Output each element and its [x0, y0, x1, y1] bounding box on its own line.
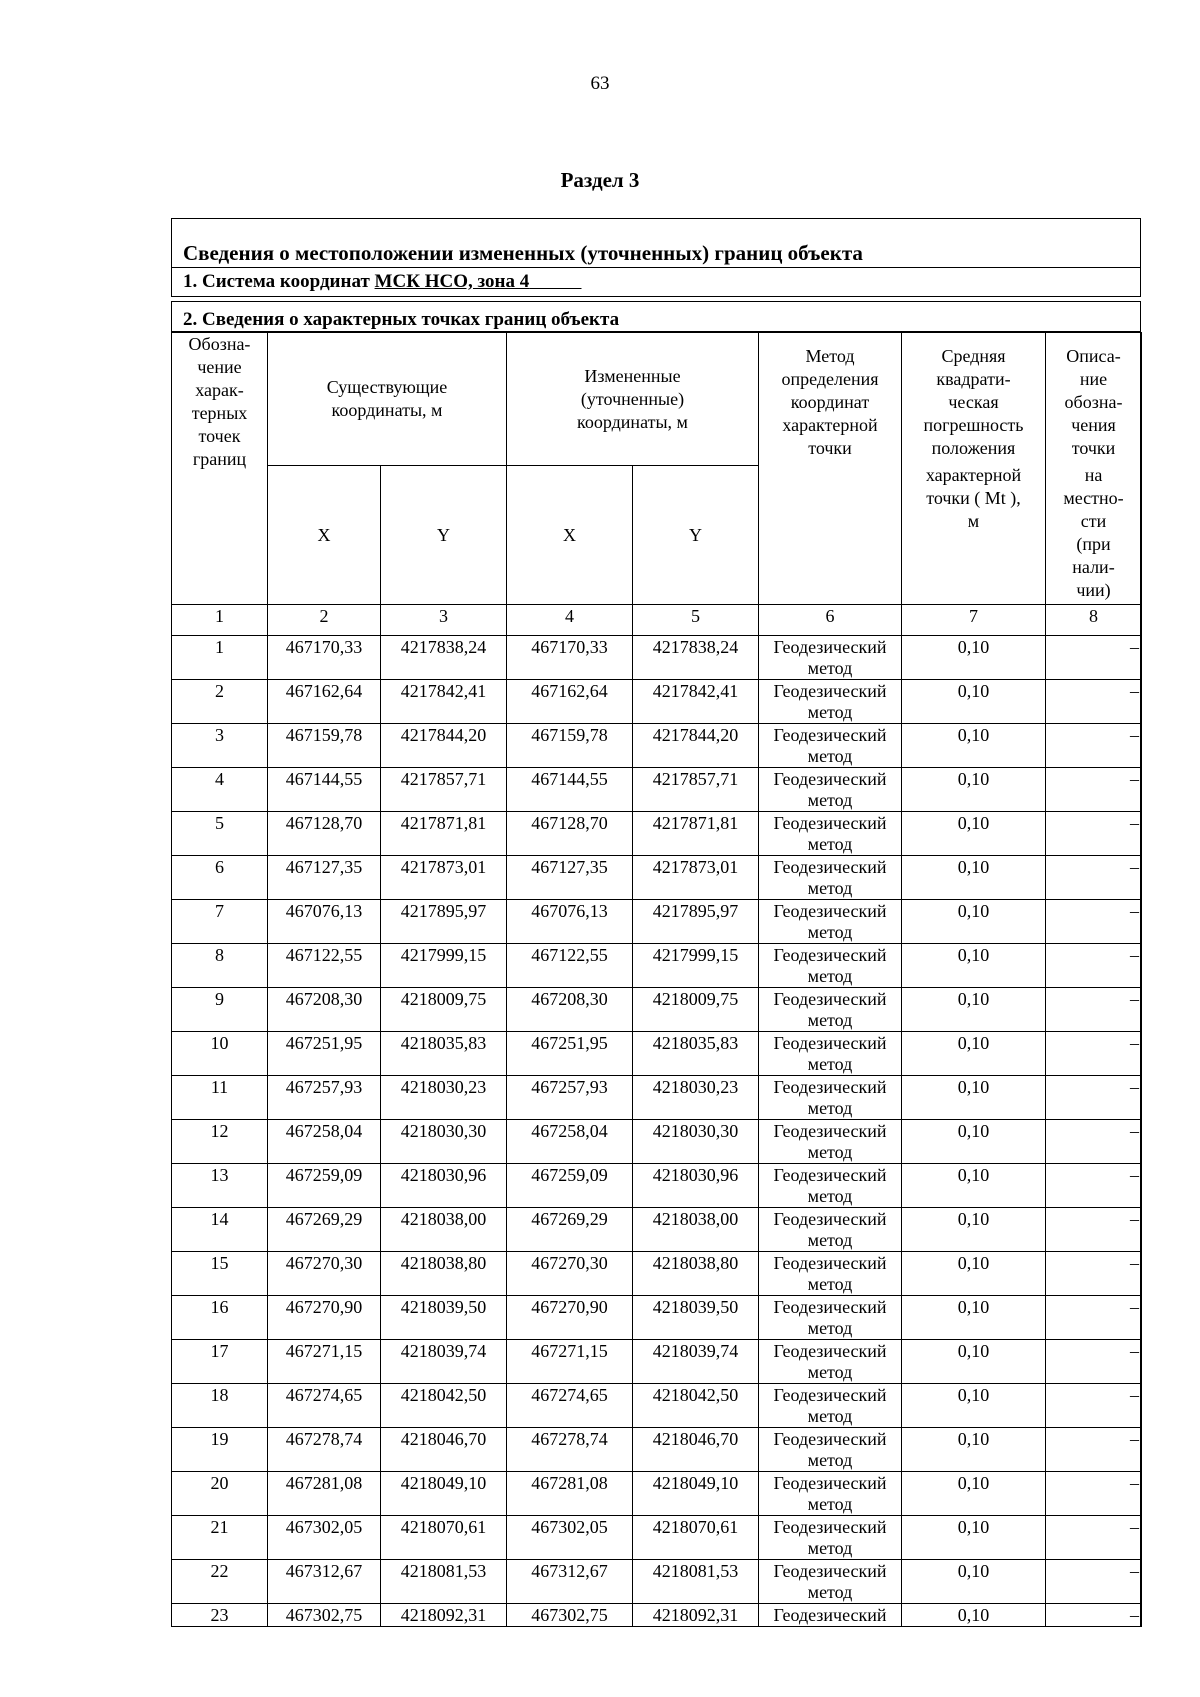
- table-row: [172, 1472, 1142, 1516]
- points-table-frame: [171, 301, 1141, 1627]
- cell-existing-x: 467076,13: [268, 900, 381, 944]
- cell-existing-y: 4217895,97: [381, 900, 507, 944]
- cell-method: Геодезический метод: [759, 1164, 902, 1208]
- cell-point-number: 9: [172, 988, 268, 1032]
- cell-method: Геодезический метод: [759, 1120, 902, 1164]
- cell-point-number: 22: [172, 1560, 268, 1604]
- cell-method: Геодезический метод: [759, 768, 902, 812]
- cell-changed-y: 4218030,30: [633, 1120, 759, 1164]
- cell-changed-x: 467170,33: [507, 636, 633, 680]
- cell-existing-x: 467269,29: [268, 1208, 381, 1252]
- cell-description: –: [1046, 900, 1142, 944]
- cell-method: Геодезический: [759, 1604, 902, 1627]
- cell-method: Геодезический метод: [759, 856, 902, 900]
- cell-changed-y: 4218038,00: [633, 1208, 759, 1252]
- cell-method: Геодезический метод: [759, 1296, 902, 1340]
- cell-existing-y: 4218039,50: [381, 1296, 507, 1340]
- cell-changed-y: 4218039,74: [633, 1340, 759, 1384]
- cell-existing-x: 467271,15: [268, 1340, 381, 1384]
- cell-changed-y: 4217857,71: [633, 768, 759, 812]
- cell-point-number: 3: [172, 724, 268, 768]
- cell-changed-y: 4218035,83: [633, 1032, 759, 1076]
- cell-method: Геодезический метод: [759, 1076, 902, 1120]
- cell-description: –: [1046, 1516, 1142, 1560]
- cell-description: –: [1046, 1164, 1142, 1208]
- cell-point-number: 13: [172, 1164, 268, 1208]
- table-row: [172, 1252, 1142, 1296]
- cell-existing-x: 467281,08: [268, 1472, 381, 1516]
- cell-existing-x: 467144,55: [268, 768, 381, 812]
- page-number: 63: [590, 73, 610, 94]
- cell-existing-x: 467302,75: [268, 1604, 381, 1627]
- cell-changed-x: 467162,64: [507, 680, 633, 724]
- cell-existing-y: 4218042,50: [381, 1384, 507, 1428]
- cell-method: Геодезический метод: [759, 1384, 902, 1428]
- cell-point-number: 7: [172, 900, 268, 944]
- cell-point-number: 12: [172, 1120, 268, 1164]
- cell-existing-y: 4218009,75: [381, 988, 507, 1032]
- cell-changed-x: 467144,55: [507, 768, 633, 812]
- cell-existing-x: 467159,78: [268, 724, 381, 768]
- cell-mean-error: 0,10: [902, 1296, 1046, 1340]
- cell-existing-x: 467122,55: [268, 944, 381, 988]
- cell-mean-error: 0,10: [902, 1032, 1046, 1076]
- table-row: [172, 900, 1142, 944]
- cell-changed-x: 467076,13: [507, 900, 633, 944]
- header-existing-coords: Существующие координаты, м: [268, 333, 507, 466]
- cell-description: –: [1046, 680, 1142, 724]
- cell-changed-y: 4218039,50: [633, 1296, 759, 1340]
- section-title: Раздел 3: [560, 168, 640, 192]
- cell-method: Геодезический метод: [759, 900, 902, 944]
- cell-existing-x: 467259,09: [268, 1164, 381, 1208]
- cell-existing-x: 467251,95: [268, 1032, 381, 1076]
- cell-existing-x: 467208,30: [268, 988, 381, 1032]
- cell-description: –: [1046, 944, 1142, 988]
- cell-existing-y: 4217842,41: [381, 680, 507, 724]
- cell-mean-error: 0,10: [902, 988, 1046, 1032]
- table-row: [172, 812, 1142, 856]
- cell-existing-y: 4218038,00: [381, 1208, 507, 1252]
- cell-existing-x: 467312,67: [268, 1560, 381, 1604]
- table-row: [172, 988, 1142, 1032]
- column-number: 7: [902, 605, 1046, 636]
- cell-changed-x: 467257,93: [507, 1076, 633, 1120]
- cell-point-number: 11: [172, 1076, 268, 1120]
- cell-existing-y: 4217844,20: [381, 724, 507, 768]
- cell-mean-error: 0,10: [902, 900, 1046, 944]
- header-desc-top: Описа- ние обозна- чения точки: [1064, 346, 1123, 458]
- header-error-top: Средняя квадрати- ческая погрешность положения: [923, 346, 1024, 458]
- cell-changed-x: 467259,09: [507, 1164, 633, 1208]
- cell-description: –: [1046, 1428, 1142, 1472]
- cell-changed-x: 467312,67: [507, 1560, 633, 1604]
- table-row: [172, 944, 1142, 988]
- cell-description: –: [1046, 1252, 1142, 1296]
- cell-mean-error: 0,10: [902, 1340, 1046, 1384]
- cell-description: –: [1046, 1340, 1142, 1384]
- column-number: 4: [507, 605, 633, 636]
- cell-mean-error: 0,10: [902, 724, 1046, 768]
- cell-description: –: [1046, 768, 1142, 812]
- table-row: [172, 768, 1142, 812]
- cell-mean-error: 0,10: [902, 944, 1046, 988]
- cell-point-number: 19: [172, 1428, 268, 1472]
- cell-description: –: [1046, 1208, 1142, 1252]
- cell-changed-y: 4217838,24: [633, 636, 759, 680]
- cell-changed-y: 4218092,31: [633, 1604, 759, 1627]
- cell-description: –: [1046, 1472, 1142, 1516]
- cell-existing-y: 4218030,23: [381, 1076, 507, 1120]
- cell-changed-y: 4218009,75: [633, 988, 759, 1032]
- cell-method: Геодезический метод: [759, 1208, 902, 1252]
- cell-existing-y: 4218030,30: [381, 1120, 507, 1164]
- cell-description: –: [1046, 1032, 1142, 1076]
- cell-changed-y: 4217873,01: [633, 856, 759, 900]
- coordinate-system-label: 1. Система координат: [183, 271, 375, 292]
- cell-changed-x: 467270,90: [507, 1296, 633, 1340]
- cell-mean-error: 0,10: [902, 1604, 1046, 1627]
- cell-description: –: [1046, 812, 1142, 856]
- column-number: 8: [1046, 605, 1142, 636]
- cell-method: Геодезический метод: [759, 1032, 902, 1076]
- cell-existing-x: 467257,93: [268, 1076, 381, 1120]
- cell-mean-error: 0,10: [902, 636, 1046, 680]
- cell-existing-y: 4218092,31: [381, 1604, 507, 1627]
- cell-changed-y: 4218049,10: [633, 1472, 759, 1516]
- cell-method: Геодезический метод: [759, 1472, 902, 1516]
- cell-existing-y: 4218038,80: [381, 1252, 507, 1296]
- cell-mean-error: 0,10: [902, 812, 1046, 856]
- table-row: [172, 1516, 1142, 1560]
- header-desc-bottom: на местно- сти (при нали- чии): [1063, 465, 1124, 600]
- cell-description: –: [1046, 1076, 1142, 1120]
- table-row: [172, 1032, 1142, 1076]
- cell-existing-y: 4217838,24: [381, 636, 507, 680]
- cell-point-number: 20: [172, 1472, 268, 1516]
- cell-description: –: [1046, 856, 1142, 900]
- cell-point-number: 8: [172, 944, 268, 988]
- cell-changed-x: 467208,30: [507, 988, 633, 1032]
- table-row: [172, 1296, 1142, 1340]
- cell-changed-x: 467128,70: [507, 812, 633, 856]
- cell-point-number: 17: [172, 1340, 268, 1384]
- cell-changed-x: 467281,08: [507, 1472, 633, 1516]
- cell-changed-x: 467258,04: [507, 1120, 633, 1164]
- cell-changed-x: 467269,29: [507, 1208, 633, 1252]
- cell-changed-y: 4218030,23: [633, 1076, 759, 1120]
- header-method: Метод определения координат характерной точки: [759, 333, 902, 605]
- cell-description: –: [1046, 1560, 1142, 1604]
- cell-changed-y: 4218038,80: [633, 1252, 759, 1296]
- cell-method: Геодезический метод: [759, 724, 902, 768]
- cell-existing-y: 4218081,53: [381, 1560, 507, 1604]
- cell-mean-error: 0,10: [902, 856, 1046, 900]
- header-changed-y: Y: [633, 466, 759, 605]
- header-changed-coords: Измененные (уточненные) координаты, м: [507, 333, 759, 466]
- document-heading: Сведения о местоположении измененных (уточненных) границ объекта: [172, 219, 1140, 268]
- cell-existing-y: 4218046,70: [381, 1428, 507, 1472]
- cell-description: –: [1046, 1384, 1142, 1428]
- cell-mean-error: 0,10: [902, 1208, 1046, 1252]
- column-number: 1: [172, 605, 268, 636]
- points-table: [171, 332, 1142, 1627]
- cell-changed-x: 467270,30: [507, 1252, 633, 1296]
- cell-existing-x: 467270,30: [268, 1252, 381, 1296]
- cell-point-number: 14: [172, 1208, 268, 1252]
- cell-existing-x: 467258,04: [268, 1120, 381, 1164]
- cell-existing-y: 4217857,71: [381, 768, 507, 812]
- cell-description: –: [1046, 636, 1142, 680]
- table-row: [172, 1120, 1142, 1164]
- cell-existing-x: 467127,35: [268, 856, 381, 900]
- cell-description: –: [1046, 988, 1142, 1032]
- cell-description: –: [1046, 1120, 1142, 1164]
- table-row: [172, 1164, 1142, 1208]
- table-row: [172, 1384, 1142, 1428]
- cell-method: Геодезический метод: [759, 1340, 902, 1384]
- cell-changed-x: 467251,95: [507, 1032, 633, 1076]
- table-row: [172, 1076, 1142, 1120]
- header-existing-x: X: [268, 466, 381, 605]
- cell-point-number: 5: [172, 812, 268, 856]
- cell-mean-error: 0,10: [902, 680, 1046, 724]
- header-description: [1046, 333, 1142, 605]
- cell-mean-error: 0,10: [902, 1428, 1046, 1472]
- cell-changed-y: 4217999,15: [633, 944, 759, 988]
- cell-method: Геодезический метод: [759, 944, 902, 988]
- cell-description: –: [1046, 1296, 1142, 1340]
- points-heading: 2. Сведения о характерных точках границ объекта: [172, 302, 1140, 332]
- cell-changed-y: 4217895,97: [633, 900, 759, 944]
- column-number: 2: [268, 605, 381, 636]
- cell-point-number: 2: [172, 680, 268, 724]
- cell-point-number: 6: [172, 856, 268, 900]
- cell-changed-y: 4218070,61: [633, 1516, 759, 1560]
- cell-changed-y: 4218046,70: [633, 1428, 759, 1472]
- column-number: 6: [759, 605, 902, 636]
- header-point-designation: Обозна- чение харак- терных точек границ: [172, 333, 268, 605]
- cell-method: Геодезический метод: [759, 812, 902, 856]
- cell-mean-error: 0,10: [902, 1076, 1046, 1120]
- cell-changed-y: 4217842,41: [633, 680, 759, 724]
- coordinate-system-value: МСК НСО, зона 4: [374, 271, 530, 292]
- cell-mean-error: 0,10: [902, 768, 1046, 812]
- cell-changed-y: 4217844,20: [633, 724, 759, 768]
- header-existing-y: Y: [381, 466, 507, 605]
- cell-description: –: [1046, 724, 1142, 768]
- cell-existing-y: 4217871,81: [381, 812, 507, 856]
- cell-changed-x: 467278,74: [507, 1428, 633, 1472]
- header-error-bottom: характерной точки ( Mt ), м: [925, 465, 1022, 531]
- table-row: [172, 1428, 1142, 1472]
- cell-point-number: 16: [172, 1296, 268, 1340]
- cell-method: Геодезический метод: [759, 1252, 902, 1296]
- cell-existing-y: 4217873,01: [381, 856, 507, 900]
- cell-existing-x: 467302,05: [268, 1516, 381, 1560]
- cell-existing-y: 4218070,61: [381, 1516, 507, 1560]
- header-changed-x: X: [507, 466, 633, 605]
- table-row: [172, 1340, 1142, 1384]
- cell-point-number: 4: [172, 768, 268, 812]
- cell-existing-x: 467274,65: [268, 1384, 381, 1428]
- cell-existing-y: 4218035,83: [381, 1032, 507, 1076]
- column-number: 5: [633, 605, 759, 636]
- cell-mean-error: 0,10: [902, 1516, 1046, 1560]
- cell-existing-x: 467170,33: [268, 636, 381, 680]
- table-row: [172, 856, 1142, 900]
- cell-existing-y: 4218030,96: [381, 1164, 507, 1208]
- cell-existing-x: 467162,64: [268, 680, 381, 724]
- cell-changed-x: 467159,78: [507, 724, 633, 768]
- cell-mean-error: 0,10: [902, 1472, 1046, 1516]
- cell-point-number: 10: [172, 1032, 268, 1076]
- table-row: [172, 1560, 1142, 1604]
- cell-existing-x: 467278,74: [268, 1428, 381, 1472]
- cell-method: Геодезический метод: [759, 1560, 902, 1604]
- cell-mean-error: 0,10: [902, 1560, 1046, 1604]
- cell-changed-x: 467122,55: [507, 944, 633, 988]
- cell-changed-y: 4218081,53: [633, 1560, 759, 1604]
- cell-point-number: 18: [172, 1384, 268, 1428]
- table-row: [172, 680, 1142, 724]
- table-row: [172, 1604, 1142, 1627]
- header-error: [902, 333, 1046, 605]
- cell-existing-x: 467128,70: [268, 812, 381, 856]
- cell-changed-x: 467271,15: [507, 1340, 633, 1384]
- cell-changed-x: 467302,75: [507, 1604, 633, 1627]
- cell-mean-error: 0,10: [902, 1120, 1046, 1164]
- cell-changed-x: 467302,05: [507, 1516, 633, 1560]
- cell-existing-y: 4218049,10: [381, 1472, 507, 1516]
- column-number-row: [172, 605, 1142, 636]
- coordinate-system-row: [172, 268, 1140, 296]
- cell-method: Геодезический метод: [759, 1428, 902, 1472]
- cell-point-number: 1: [172, 636, 268, 680]
- cell-method: Геодезический метод: [759, 680, 902, 724]
- table-row: [172, 636, 1142, 680]
- cell-mean-error: 0,10: [902, 1164, 1046, 1208]
- cell-method: Геодезический метод: [759, 988, 902, 1032]
- column-number: 3: [381, 605, 507, 636]
- cell-point-number: 23: [172, 1604, 268, 1627]
- cell-mean-error: 0,10: [902, 1252, 1046, 1296]
- cell-point-number: 15: [172, 1252, 268, 1296]
- cell-existing-x: 467270,90: [268, 1296, 381, 1340]
- cell-existing-y: 4217999,15: [381, 944, 507, 988]
- table-row: [172, 724, 1142, 768]
- cell-changed-y: 4218042,50: [633, 1384, 759, 1428]
- table-row: [172, 1208, 1142, 1252]
- cell-changed-x: 467127,35: [507, 856, 633, 900]
- cell-point-number: 21: [172, 1516, 268, 1560]
- cell-method: Геодезический метод: [759, 636, 902, 680]
- document-header-frame: [171, 218, 1141, 297]
- cell-changed-x: 467274,65: [507, 1384, 633, 1428]
- cell-changed-y: 4218030,96: [633, 1164, 759, 1208]
- cell-changed-y: 4217871,81: [633, 812, 759, 856]
- cell-method: Геодезический метод: [759, 1516, 902, 1560]
- cell-mean-error: 0,10: [902, 1384, 1046, 1428]
- cell-existing-y: 4218039,74: [381, 1340, 507, 1384]
- cell-description: –: [1046, 1604, 1142, 1627]
